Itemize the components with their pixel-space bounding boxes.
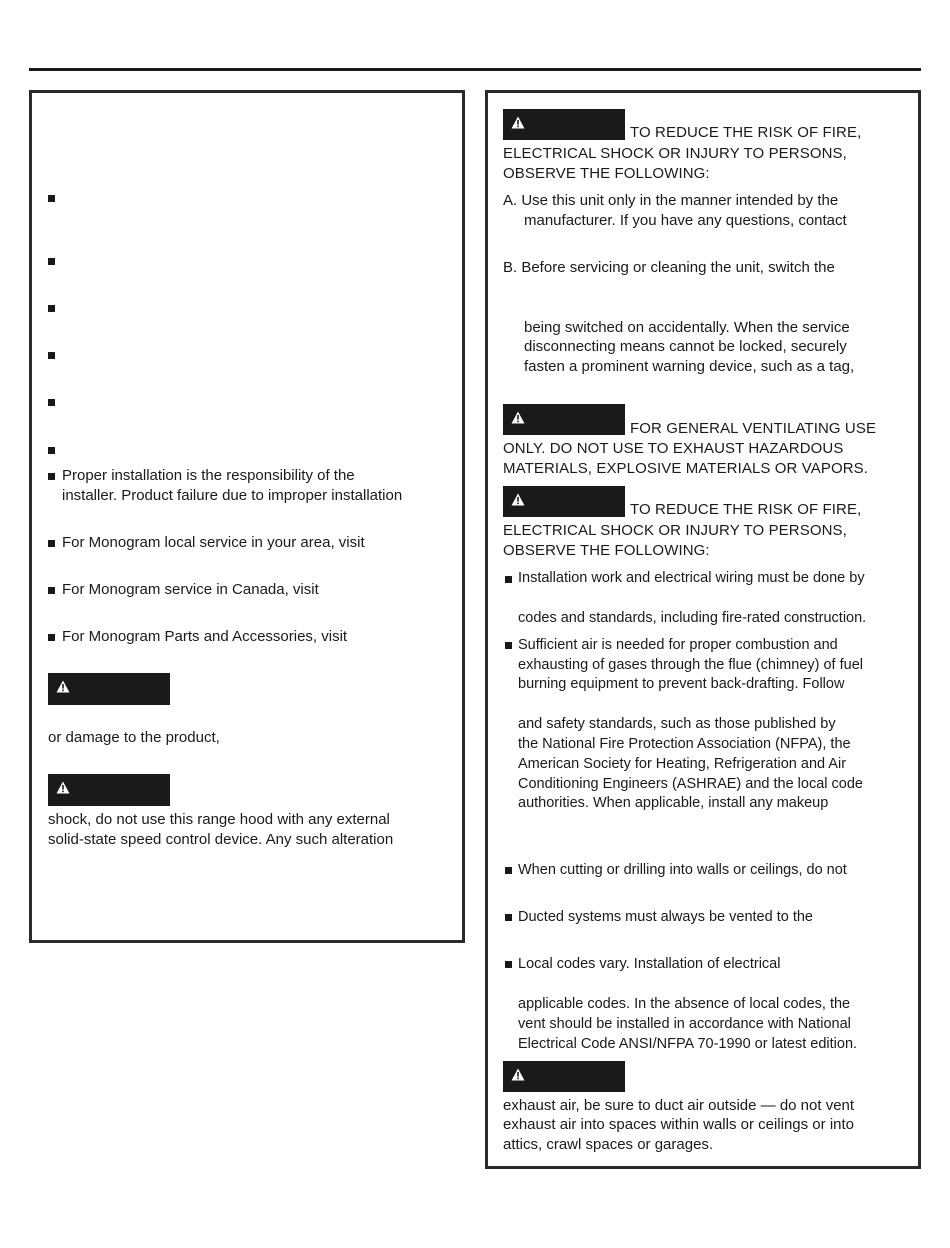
warning-triangle-icon [511, 1068, 525, 1081]
bullet-marker [48, 352, 55, 359]
installation-responsibility-text: installer. Product failure due to improper installation [62, 487, 403, 504]
ducted-systems-text: Ducted systems must always be vented to the [518, 909, 813, 925]
bullet-marker [505, 642, 512, 649]
local-codes-text: vent should be installed in accordance with National [518, 1016, 851, 1032]
warning-heading: TO REDUCE THE RISK OF FIRE, [630, 124, 862, 141]
bullet-marker [48, 195, 55, 202]
bullet-marker [48, 540, 55, 547]
warning-heading: MATERIALS, EXPLOSIVE MATERIALS OR VAPORS. [503, 460, 869, 477]
bullet-marker [48, 473, 55, 480]
bullet-marker [505, 961, 512, 968]
bullet-marker [48, 258, 55, 265]
instruction-a: A. Use this unit only in the manner intended by the [503, 192, 839, 209]
warning-heading: ELECTRICAL SHOCK OR INJURY TO PERSONS, [503, 145, 847, 162]
warning-heading: ELECTRICAL SHOCK OR INJURY TO PERSONS, [503, 522, 847, 539]
warning-triangle-icon [56, 781, 70, 794]
warning-text: exhaust air, be sure to duct air outside — do not vent [503, 1097, 855, 1114]
local-codes-text: Local codes vary. Installation of electrical [518, 956, 781, 972]
sufficient-air-text: Conditioning Engineers (ASHRAE) and the local code [518, 776, 863, 792]
warning-label-bar [48, 774, 170, 806]
warning-label-bar [503, 1061, 625, 1092]
warning-text: exhaust air into spaces within walls or ceilings or into [503, 1116, 854, 1133]
sufficient-air-text: Sufficient air is needed for proper combustion and [518, 637, 838, 653]
sufficient-air-text: and safety standards, such as those published by [518, 716, 836, 732]
canada-service-text: For Monogram service in Canada, visit [62, 581, 319, 598]
warning-heading: FOR GENERAL VENTILATING USE [630, 420, 877, 437]
warning-text: shock, do not use this range hood with any external [48, 811, 390, 828]
installation-work-text: codes and standards, including fire-rated construction. [518, 610, 867, 626]
sufficient-air-text: authorities. When applicable, install any makeup [518, 795, 829, 811]
local-codes-text: applicable codes. In the absence of local codes, the [518, 996, 851, 1012]
warning-heading: OBSERVE THE FOLLOWING: [503, 165, 710, 182]
warning-label-bar [503, 404, 625, 435]
bullet-marker [48, 587, 55, 594]
parts-accessories-text: For Monogram Parts and Accessories, visit [62, 628, 348, 645]
warning-label-bar [48, 673, 170, 705]
instruction-b: fasten a prominent warning device, such as a tag, [524, 358, 855, 375]
instruction-b: being switched on accidentally. When the service [524, 319, 850, 336]
bullet-marker [505, 914, 512, 921]
warning-text: attics, crawl spaces or garages. [503, 1136, 714, 1153]
sufficient-air-text: burning equipment to prevent back-drafting. Follow [518, 676, 845, 692]
sufficient-air-text: American Society for Heating, Refrigeration and Air [518, 756, 847, 772]
bullet-marker [48, 447, 55, 454]
bullet-marker [48, 399, 55, 406]
warning-triangle-icon [511, 493, 525, 506]
warning-triangle-icon [511, 116, 525, 129]
local-service-text: For Monogram local service in your area, visit [62, 534, 365, 551]
warning-text: or damage to the product, [48, 729, 220, 746]
sufficient-air-text: the National Fire Protection Association (NFPA), the [518, 736, 851, 752]
warning-heading: TO REDUCE THE RISK OF FIRE, [630, 501, 862, 518]
bullet-marker [48, 634, 55, 641]
warning-triangle-icon [511, 411, 525, 424]
installation-work-text: Installation work and electrical wiring must be done by [518, 570, 865, 586]
cutting-drilling-text: When cutting or drilling into walls or ceilings, do not [518, 862, 847, 878]
warning-label-bar [503, 109, 625, 140]
bullet-marker [505, 867, 512, 874]
warning-text: solid-state speed control device. Any such alteration [48, 831, 394, 848]
instruction-a: manufacturer. If you have any questions, contact [524, 212, 847, 229]
bullet-marker [505, 576, 512, 583]
warning-heading: ONLY. DO NOT USE TO EXHAUST HAZARDOUS [503, 440, 844, 457]
instruction-b: disconnecting means cannot be locked, securely [524, 338, 847, 355]
local-codes-text: Electrical Code ANSI/NFPA 70-1990 or latest edition. [518, 1036, 858, 1052]
bullet-marker [48, 305, 55, 312]
sufficient-air-text: exhausting of gases through the flue (chimney) of fuel [518, 657, 863, 673]
instruction-b: B. Before servicing or cleaning the unit, switch the [503, 259, 835, 276]
installation-responsibility-text: Proper installation is the responsibility of the [62, 467, 355, 484]
header-rule [29, 68, 921, 71]
warning-heading: OBSERVE THE FOLLOWING: [503, 542, 710, 559]
warning-label-bar [503, 486, 625, 517]
warning-triangle-icon [56, 680, 70, 693]
